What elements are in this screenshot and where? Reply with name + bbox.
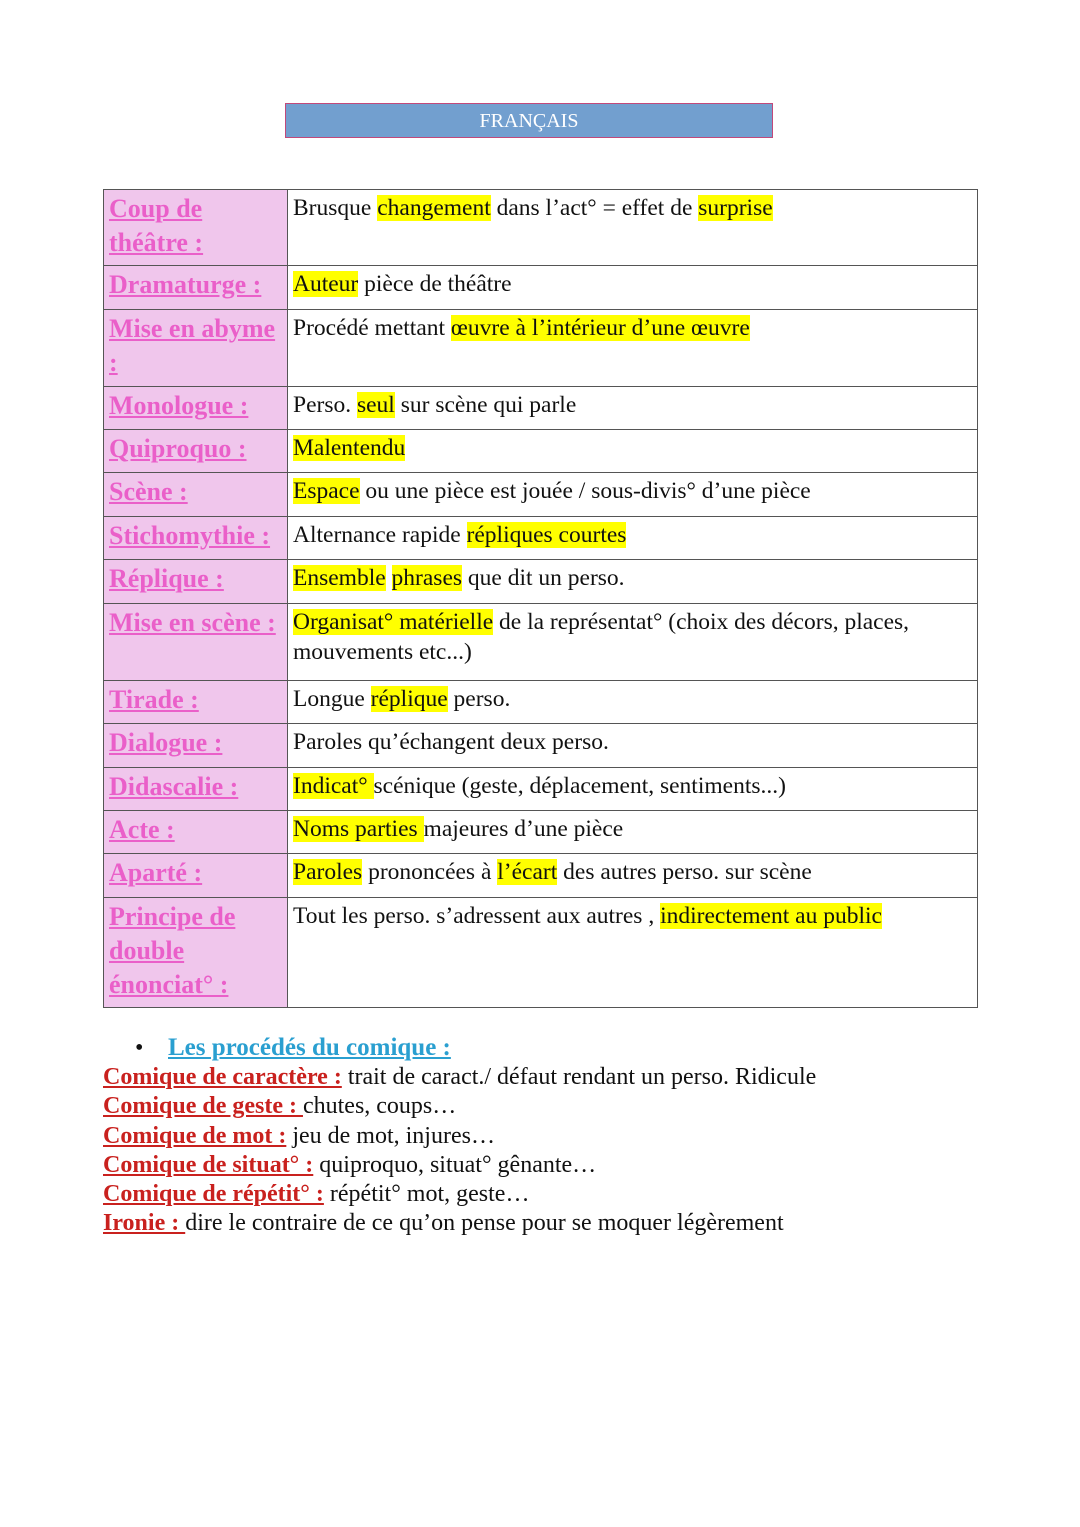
table-row bbox=[104, 190, 978, 266]
page-title: FRANÇAIS bbox=[285, 103, 773, 138]
definition-cell bbox=[288, 854, 978, 898]
comique-label: Comique de situat° : bbox=[103, 1151, 314, 1178]
table-row bbox=[104, 473, 978, 517]
definition-text: Brusque bbox=[293, 195, 378, 221]
term-label: Principe de double énonciat° : bbox=[109, 902, 236, 999]
highlighted-text: Noms parties bbox=[293, 816, 424, 842]
definition-cell bbox=[288, 604, 978, 681]
comique-item bbox=[103, 1092, 816, 1121]
comique-item bbox=[103, 1122, 816, 1151]
highlighted-text: seul bbox=[356, 392, 395, 418]
definition-cell bbox=[288, 560, 978, 604]
term-label: Coup de théâtre : bbox=[109, 194, 204, 257]
term-label: Dramaturge : bbox=[109, 270, 262, 299]
table-row bbox=[104, 811, 978, 854]
comique-label: Comique de geste : bbox=[103, 1093, 303, 1120]
definition-cell bbox=[288, 768, 978, 811]
term-cell bbox=[104, 854, 288, 898]
highlighted-text: répliques courtes bbox=[466, 522, 627, 548]
table-row bbox=[104, 310, 978, 387]
comique-text: quiproquo, situat° gênante… bbox=[313, 1151, 597, 1178]
table-row bbox=[104, 517, 978, 560]
comique-item bbox=[103, 1209, 816, 1238]
bullet-icon: • bbox=[135, 1035, 144, 1061]
term-label: Stichomythie : bbox=[109, 521, 271, 550]
term-cell bbox=[104, 811, 288, 854]
table-row bbox=[104, 387, 978, 430]
term-cell bbox=[104, 310, 288, 387]
definition-cell bbox=[288, 310, 978, 387]
term-label: Dialogue : bbox=[109, 728, 223, 757]
highlighted-text: changement bbox=[377, 195, 491, 221]
term-cell bbox=[104, 473, 288, 517]
table-row bbox=[104, 266, 978, 310]
table-row bbox=[104, 604, 978, 681]
definition-cell bbox=[288, 190, 978, 266]
highlighted-text: Espace bbox=[293, 478, 360, 504]
definition-cell bbox=[288, 724, 978, 768]
definition-cell bbox=[288, 898, 978, 1008]
term-cell bbox=[104, 724, 288, 768]
highlighted-text: surprise bbox=[698, 195, 773, 221]
definition-text: Paroles qu’échangent deux perso. bbox=[293, 729, 609, 755]
table-row bbox=[104, 898, 978, 1008]
definition-cell bbox=[288, 517, 978, 560]
definition-text: majeures d’une pièce bbox=[423, 816, 624, 842]
term-label: Aparté : bbox=[109, 858, 203, 887]
comique-label: Ironie : bbox=[103, 1210, 186, 1237]
term-label: Quiproquo : bbox=[109, 434, 247, 463]
term-cell bbox=[104, 190, 288, 266]
comique-heading: • Les procédés du comique : bbox=[103, 1033, 816, 1063]
table-row bbox=[104, 681, 978, 724]
highlighted-text: Indicat° bbox=[293, 773, 374, 799]
comique-item bbox=[103, 1180, 816, 1209]
term-cell bbox=[104, 681, 288, 724]
definition-text: Alternance rapide bbox=[293, 522, 467, 548]
table-row bbox=[104, 768, 978, 811]
definition-text: Perso. bbox=[293, 392, 357, 418]
term-label: Didascalie : bbox=[109, 772, 239, 801]
highlighted-text: l’écart bbox=[497, 859, 558, 885]
highlighted-text: œuvre à l’intérieur d’une œuvre bbox=[450, 315, 750, 341]
definition-cell bbox=[288, 473, 978, 517]
comique-text: répétit° mot, geste… bbox=[323, 1181, 530, 1208]
term-label: Mise en abyme : bbox=[109, 314, 276, 377]
definition-text: Longue bbox=[293, 686, 371, 712]
comique-section bbox=[103, 1033, 816, 1238]
term-cell bbox=[104, 898, 288, 1008]
highlighted-text: Organisat° matérielle bbox=[293, 609, 494, 635]
term-cell bbox=[104, 517, 288, 560]
term-label: Scène : bbox=[109, 477, 188, 506]
term-cell bbox=[104, 387, 288, 430]
highlighted-text: Paroles bbox=[293, 859, 363, 885]
table-row bbox=[104, 560, 978, 604]
comique-text: jeu de mot, injures… bbox=[286, 1122, 495, 1149]
highlighted-text: réplique bbox=[370, 686, 448, 712]
term-cell bbox=[104, 430, 288, 473]
definition-cell bbox=[288, 430, 978, 473]
table-row bbox=[104, 854, 978, 898]
comique-text: chutes, coups… bbox=[302, 1093, 457, 1120]
comique-text: trait de caract./ défaut rendant un perso. Ridicule bbox=[341, 1064, 817, 1091]
highlighted-text: Malentendu bbox=[293, 435, 406, 461]
highlighted-text: Auteur bbox=[293, 271, 359, 297]
definition-text: que dit un perso. bbox=[462, 565, 625, 591]
term-label: Monologue : bbox=[109, 391, 249, 420]
comique-label: Comique de répétit° : bbox=[103, 1181, 324, 1208]
term-cell bbox=[104, 266, 288, 310]
definition-cell bbox=[288, 681, 978, 724]
definition-text: sur scène qui parle bbox=[394, 392, 577, 418]
comique-text: dire le contraire de ce qu’on pense pour se moquer légèrement bbox=[185, 1210, 784, 1237]
term-label: Mise en scène : bbox=[109, 608, 276, 637]
definition-text: pièce de théâtre bbox=[358, 271, 512, 297]
comique-item bbox=[103, 1151, 816, 1180]
term-cell bbox=[104, 768, 288, 811]
definition-text: Tout les perso. s’adressent aux autres , bbox=[293, 903, 661, 929]
term-cell bbox=[104, 604, 288, 681]
highlighted-text: phrases bbox=[391, 565, 463, 591]
table-row bbox=[104, 430, 978, 473]
term-cell bbox=[104, 560, 288, 604]
highlighted-text: Ensemble bbox=[293, 565, 386, 591]
highlighted-text: indirectement au public bbox=[660, 903, 882, 929]
term-label: Réplique : bbox=[109, 564, 224, 593]
definition-text: prononcées à bbox=[362, 859, 498, 885]
definition-cell bbox=[288, 387, 978, 430]
term-label: Tirade : bbox=[109, 685, 199, 714]
definition-cell bbox=[288, 811, 978, 854]
definition-text: scénique (geste, déplacement, sentiments...) bbox=[373, 773, 786, 799]
definition-text: des autres perso. sur scène bbox=[557, 859, 812, 885]
definition-text: ou une pièce est jouée / sous-divis° d’une pièce bbox=[359, 478, 811, 504]
definition-cell bbox=[288, 266, 978, 310]
comique-item bbox=[103, 1063, 816, 1092]
definition-text: de la représentat° (choix des décors, places, mouvements etc...) bbox=[293, 609, 910, 665]
definitions-table bbox=[103, 189, 978, 1008]
definition-text bbox=[386, 565, 392, 591]
table-row bbox=[104, 724, 978, 768]
definition-text: dans l’act° = effet de bbox=[490, 195, 699, 221]
definition-text: perso. bbox=[447, 686, 511, 712]
term-label: Acte : bbox=[109, 815, 175, 844]
comique-label: Comique de mot : bbox=[103, 1122, 287, 1149]
definition-text: Procédé mettant bbox=[293, 315, 451, 341]
comique-label: Comique de caractère : bbox=[103, 1064, 342, 1091]
